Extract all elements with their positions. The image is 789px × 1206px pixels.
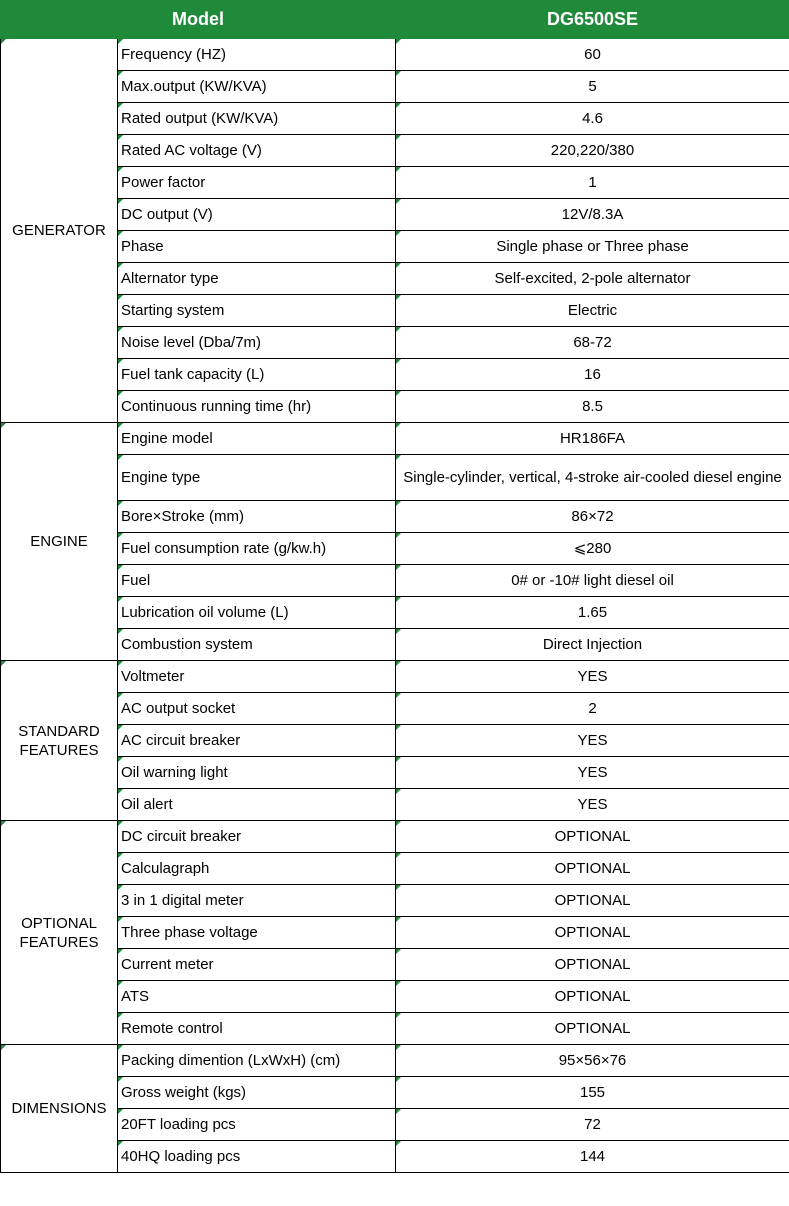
table-row [1,789,789,821]
spec-label: DC output (V) [118,199,396,231]
spec-value: ⩽280 [396,533,789,565]
table-row [1,1077,789,1109]
spec-value: 1.65 [396,597,789,629]
spec-value: 86×72 [396,501,789,533]
spec-value: HR186FA [396,423,789,455]
spec-label: Engine type [118,455,396,501]
spec-label: Voltmeter [118,661,396,693]
spec-label: 20FT loading pcs [118,1109,396,1141]
table-row [1,423,789,455]
spec-label: Alternator type [118,263,396,295]
spec-label: Three phase voltage [118,917,396,949]
table-row [1,1045,789,1077]
table-row [1,725,789,757]
spec-label: Power factor [118,167,396,199]
table-row [1,1109,789,1141]
spec-label: Rated AC voltage (V) [118,135,396,167]
spec-label: Engine model [118,423,396,455]
spec-value: OPTIONAL [396,853,789,885]
table-row [1,501,789,533]
spec-value: 4.6 [396,103,789,135]
spec-label: Lubrication oil volume (L) [118,597,396,629]
spec-value: OPTIONAL [396,917,789,949]
header-model-number: DG6500SE [396,1,789,39]
spec-value: OPTIONAL [396,949,789,981]
spec-value: YES [396,789,789,821]
spec-value: YES [396,757,789,789]
spec-label: Combustion system [118,629,396,661]
table-row [1,103,789,135]
spec-value: Direct Injection [396,629,789,661]
spec-value: 68-72 [396,327,789,359]
spec-value: OPTIONAL [396,981,789,1013]
spec-label: Fuel tank capacity (L) [118,359,396,391]
section-optional-features: OPTIONAL FEATURES [1,821,118,1045]
table-row [1,757,789,789]
spec-label: Rated output (KW/KVA) [118,103,396,135]
spec-value: Single-cylinder, vertical, 4-stroke air-cooled diesel engine [396,455,789,501]
table-row [1,629,789,661]
spec-value: YES [396,661,789,693]
spec-label: Remote control [118,1013,396,1045]
spec-label: Fuel [118,565,396,597]
table-row [1,327,789,359]
spec-value: Self-excited, 2-pole alternator [396,263,789,295]
spec-label: Phase [118,231,396,263]
spec-label: AC circuit breaker [118,725,396,757]
spec-value: 60 [396,39,789,71]
spec-value: Electric [396,295,789,327]
spec-value: 12V/8.3A [396,199,789,231]
spec-label: AC output socket [118,693,396,725]
table-row [1,917,789,949]
spec-label: Gross weight (kgs) [118,1077,396,1109]
table-row [1,199,789,231]
section-generator: GENERATOR [1,39,118,423]
spec-label: DC circuit breaker [118,821,396,853]
spec-value: 0# or -10# light diesel oil [396,565,789,597]
table-row [1,981,789,1013]
spec-value: OPTIONAL [396,885,789,917]
table-row [1,455,789,501]
table-row [1,391,789,423]
table-row [1,359,789,391]
table-row [1,949,789,981]
header-model: Model [1,1,396,39]
spec-label: Packing dimention (LxWxH) (cm) [118,1045,396,1077]
spec-value: 155 [396,1077,789,1109]
spec-label: Continuous running time (hr) [118,391,396,423]
table-row [1,135,789,167]
spec-label: Calculagraph [118,853,396,885]
spec-label: Oil warning light [118,757,396,789]
table-row [1,71,789,103]
table-row [1,231,789,263]
spec-value: 72 [396,1109,789,1141]
table-row [1,821,789,853]
spec-value: 2 [396,693,789,725]
section-standard-features: STANDARD FEATURES [1,661,118,821]
table-row [1,565,789,597]
table-row [1,885,789,917]
table-row [1,295,789,327]
spec-label: Noise level (Dba/7m) [118,327,396,359]
spec-value: 144 [396,1141,789,1173]
spec-label: 40HQ loading pcs [118,1141,396,1173]
section-dimensions: DIMENSIONS [1,1045,118,1173]
spec-value: 220,220/380 [396,135,789,167]
spec-label: Fuel consumption rate (g/kw.h) [118,533,396,565]
spec-label: Frequency (HZ) [118,39,396,71]
spec-value: 5 [396,71,789,103]
spec-value: 95×56×76 [396,1045,789,1077]
table-row [1,853,789,885]
spec-value: 1 [396,167,789,199]
table-row [1,533,789,565]
spec-label: Current meter [118,949,396,981]
spec-value: 16 [396,359,789,391]
table-row [1,167,789,199]
spec-label: Oil alert [118,789,396,821]
spec-value: OPTIONAL [396,821,789,853]
table-row [1,1013,789,1045]
spec-label: Bore×Stroke (mm) [118,501,396,533]
spec-value: OPTIONAL [396,1013,789,1045]
header-row [1,1,789,39]
table-row [1,39,789,71]
table-row [1,597,789,629]
spec-value: YES [396,725,789,757]
spec-value: 8.5 [396,391,789,423]
spec-label: 3 in 1 digital meter [118,885,396,917]
table-row [1,1141,789,1173]
spec-value: Single phase or Three phase [396,231,789,263]
section-engine: ENGINE [1,423,118,661]
spec-label: Starting system [118,295,396,327]
spec-label: ATS [118,981,396,1013]
table-row [1,693,789,725]
table-row [1,661,789,693]
table-row [1,263,789,295]
spec-label: Max.output (KW/KVA) [118,71,396,103]
